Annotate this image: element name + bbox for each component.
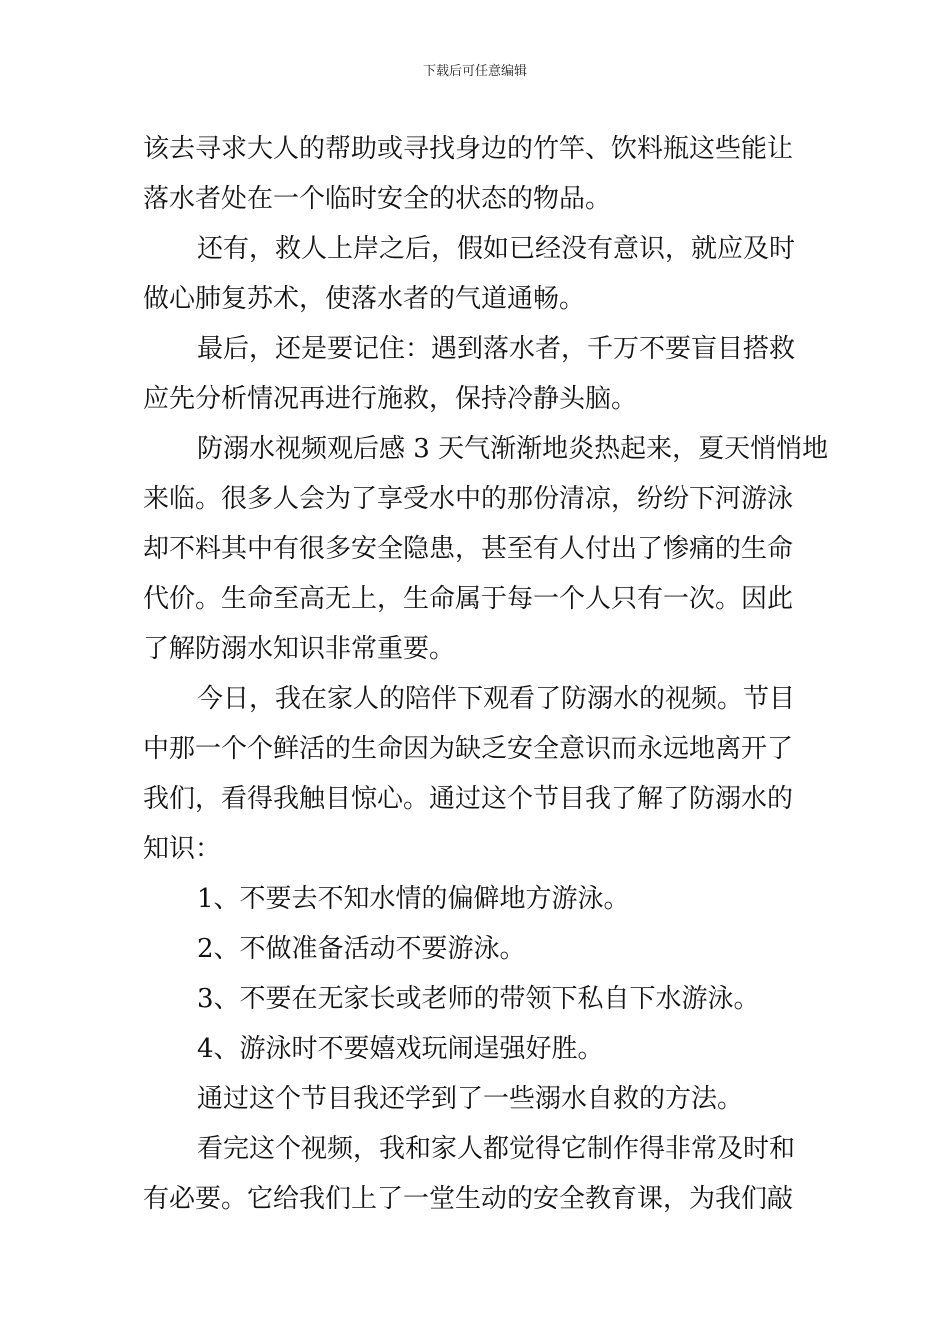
text-line: 了解防溺水知识非常重要。 (143, 634, 456, 664)
list-item: 3、不要在无家长或老师的带领下私自下水游泳。 (197, 984, 760, 1014)
text-line: 看完这个视频，我和家人都觉得它制作得非常及时和 (197, 1134, 796, 1164)
text-line: 做心肺复苏术，使落水者的气道通畅。 (143, 284, 586, 314)
text-line: 通过这个节目我还学到了一些溺水自救的方法。 (197, 1084, 744, 1114)
text-line: 应先分析情况再进行施救，保持冷静头脑。 (143, 384, 638, 414)
text-line: 还有，救人上岸之后，假如已经没有意识，就应及时 (197, 234, 796, 264)
page-header: 下载后可任意编辑 (422, 64, 527, 79)
text-line: 代价。生命至高无上，生命属于每一个人只有一次。因此 (143, 584, 794, 614)
text-line: 最后，还是要记住：遇到落水者，千万不要盲目搭救 (197, 334, 796, 364)
document-body (143, 124, 829, 1224)
text-line: 中那一个个鲜活的生命因为缺乏安全意识而永远地离开了 (143, 734, 794, 764)
text-line: 今日，我在家人的陪伴下观看了防溺水的视频。节目 (197, 684, 796, 714)
list-item: 1、不要去不知水情的偏僻地方游泳。 (197, 884, 630, 914)
text-line: 有必要。它给我们上了一堂生动的安全教育课，为我们敲 (143, 1184, 794, 1214)
list-item: 2、不做准备活动不要游泳。 (197, 934, 526, 964)
text-line: 知识： (143, 834, 222, 864)
text-line: 却不料其中有很多安全隐患，甚至有人付出了惨痛的生命 (143, 534, 794, 564)
text-line: 落水者处在一个临时安全的状态的物品。 (143, 184, 612, 214)
list-item: 4、游泳时不要嬉戏玩闹逞强好胜。 (197, 1034, 604, 1064)
text-line: 该去寻求大人的帮助或寻找身边的竹竿、饮料瓶这些能让 (143, 134, 794, 164)
text-line: 我们，看得我触目惊心。通过这个节目我了解了防溺水的 (143, 784, 794, 814)
text-line: 来临。很多人会为了享受水中的那份清凉，纷纷下河游泳 (143, 484, 794, 514)
text-line: 防溺水视频观后感 3 天气渐渐地炎热起来，夏天悄悄地 (197, 434, 829, 464)
